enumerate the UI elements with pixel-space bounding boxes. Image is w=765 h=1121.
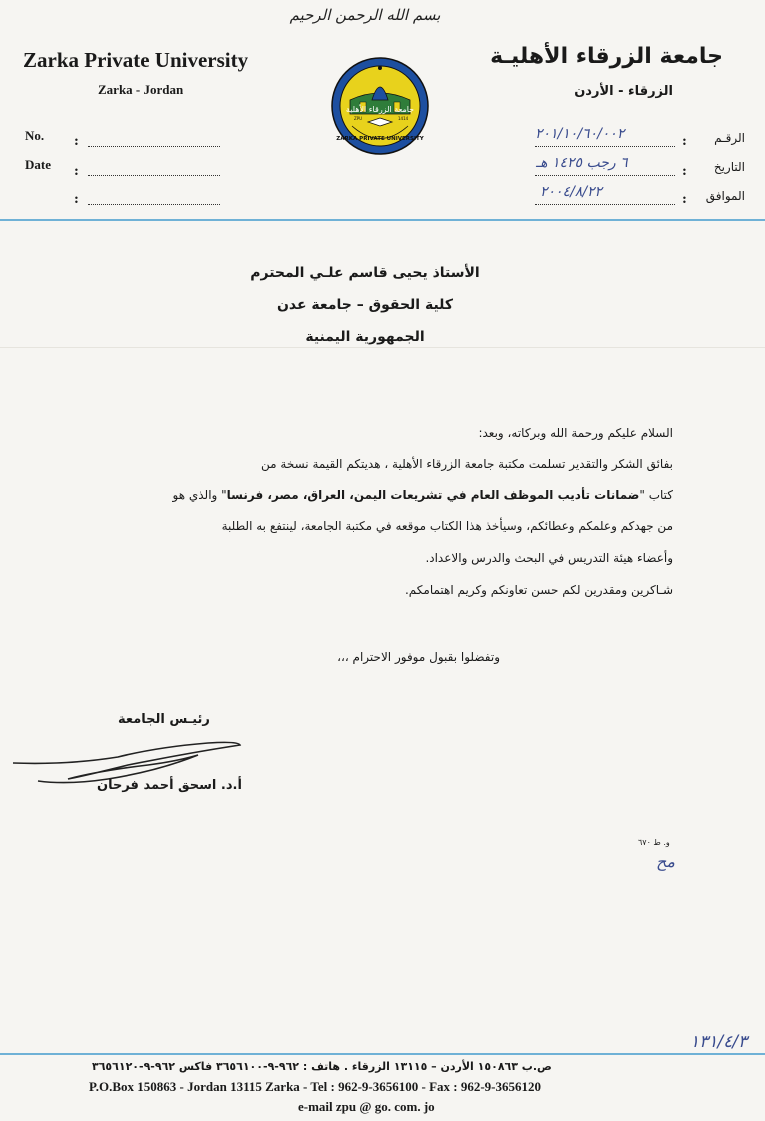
no-colon: : <box>74 134 79 149</box>
footer-address-ar: ص.ب ١٥٠٨٦٣ الأردن – ١٣١١٥ الزرقاء . هاتف : ٩٦٢-٩-٣٦٥٦١٠٠ فاكس ٩٦٢-٩-٣٦٥٦١٢٠ <box>92 1060 552 1073</box>
university-name-ar: جامعة الزرقاء الأهليـة <box>490 44 723 69</box>
logo-year-right: 1414 <box>398 116 409 121</box>
footer-address-en: P.O.Box 150863 - Jordan 13115 Zarka - Tel : 962-9-3656100 - Fax : 962-9-3656120 <box>89 1079 541 1094</box>
date-label: Date <box>25 157 51 172</box>
date-field-ar <box>535 175 675 176</box>
logo-seal-icon <box>330 56 430 156</box>
location-en: Zarka - Jordan <box>98 82 184 97</box>
fold-line <box>0 347 765 348</box>
university-logo <box>330 56 430 156</box>
header-rule <box>0 219 765 221</box>
recipient-name: الأستاذ يحيى قاسم علـي المحترم <box>250 265 480 281</box>
signatory-name: أ.د. اسحق أحمد فرحان <box>97 778 242 793</box>
university-name-en: Zarka Private University <box>23 48 249 72</box>
extra-colon: : <box>74 192 79 207</box>
logo-name-ar: جامعة الزرقاء الأهلية <box>345 105 415 114</box>
book-title: ضمانات تأديب الموظف العام في تشريعات اليمن، العراق، مصر، فرنسا <box>226 488 640 502</box>
bottom-handwritten-note: ١٣١/٤/٣ <box>690 1032 748 1052</box>
ref-colon-ar: : <box>682 134 687 149</box>
body-line-4: وأعضاء هيئة التدريس في البحث والدرس والاعداد. <box>425 551 673 565</box>
date-value-ar: ٦ رجب ١٤٢٥ هـ <box>536 155 628 171</box>
no-label: No. <box>25 128 45 143</box>
ref-value-ar: ٢٠١/١٠/٦٠/٠٠٢ <box>535 126 625 142</box>
recipient-country: الجمهورية اليمنية <box>305 329 425 345</box>
footer-rule <box>0 1053 765 1055</box>
location-ar: الزرقاء - الأردن <box>574 84 673 99</box>
greeting: السلام عليكم ورحمة الله وبركاته، وبعد: <box>478 426 673 440</box>
signatory-title: رئيـس الجامعة <box>118 712 210 727</box>
thanks-line: شـاكرين ومقدرين لكم حسن تعاونكم وكريم اهتمامكم. <box>404 583 673 597</box>
greg-value-ar: ٢٠٠٤/٨/٢٢ <box>540 184 603 200</box>
greg-field-ar <box>535 204 675 205</box>
greg-label-ar: الموافق <box>705 189 745 203</box>
date-colon: : <box>74 164 79 179</box>
closing-line: وتفضلوا بقبول موفور الاحترام ،،، <box>337 650 500 664</box>
bismillah: بسم الله الرحمن الرحيم <box>289 6 441 24</box>
reference-note: و. ط ٦٧٠ <box>638 838 670 847</box>
logo-name-en: ZARKA PRIVATE UNIVERSITY <box>336 136 424 142</box>
ref-field-ar <box>535 146 675 147</box>
body-line-3: من جهدكم وعلمكم وعطائكم، وسيأخذ هذا الكتاب موقعه في مكتبة الجامعة، لينتفع به الطلبة <box>221 519 673 533</box>
logo-year-left: ZPU <box>354 116 363 121</box>
footer-email: e-mail zpu @ go. com. jo <box>298 1099 435 1114</box>
date-field <box>88 175 220 176</box>
recipient-faculty: كلية الحقوق – جامعة عدن <box>276 297 454 313</box>
body-line-2-post: " والذي هو <box>172 488 227 502</box>
body-line-2 <box>33 488 673 502</box>
date-label-ar: التاريخ <box>713 160 745 174</box>
ref-label-ar: الرقـم <box>714 131 745 145</box>
date-colon-ar: : <box>682 164 687 179</box>
body-line-2-pre: كتاب " <box>639 488 673 502</box>
initials-note: مح <box>656 852 675 871</box>
greg-colon-ar: : <box>682 192 687 207</box>
no-field <box>88 146 220 147</box>
extra-field <box>88 204 220 205</box>
body-line-1: بفائق الشكر والتقدير تسلمت مكتبة جامعة الزرقاء الأهلية ، هديتكم القيمة نسخة من <box>261 457 673 471</box>
